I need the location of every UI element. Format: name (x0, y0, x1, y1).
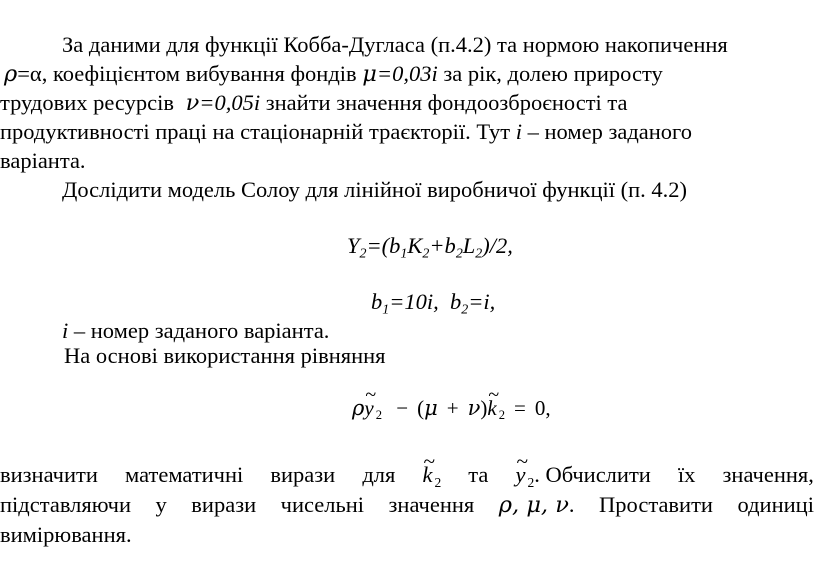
text: На основі використання рівняння (64, 343, 386, 368)
text: знайти значення фондоозброєності та (265, 90, 628, 115)
mu-symbol: μ (362, 61, 377, 87)
k-tilde-2: ~ k $_2$ (422, 464, 441, 489)
parameters-rho-mu-nu: ρ, μ, ν (498, 492, 569, 518)
equation-intro (64, 345, 386, 368)
coefficients-formula: $b_1=10i$, $b_2=i$, (371, 289, 496, 318)
text: варіанта. (0, 148, 86, 173)
variant-note (62, 320, 329, 343)
paragraph-1-line-3 (0, 92, 628, 115)
y-tilde-2: ~ y $_2$. Обчислити (516, 464, 651, 489)
rho-symbol: ρ (352, 396, 365, 420)
steady-state-equation: ρ~ y $_2$ − (μ + ν)~ k $_2$ = 0, (352, 398, 551, 422)
paragraph-1-line-4 (0, 121, 692, 144)
paragraph-3-line-3 (0, 524, 132, 547)
paragraph-1-line-5 (0, 150, 86, 173)
production-function-formula: $Y_2=(b_1K_2+b_2L_2)/2$, (347, 233, 513, 262)
k-tilde: ~ k (487, 398, 496, 419)
paragraph-1-line-2 (0, 63, 663, 86)
variable-i: i (515, 119, 522, 144)
text: – номер заданого (527, 119, 692, 144)
text: продуктивності праці на стаціонарній траєкторії. Тут (0, 119, 511, 144)
mu-value: =0,03i (376, 61, 438, 86)
text: – номер заданого варіанта. (73, 318, 330, 343)
nu-symbol: ν (185, 90, 200, 116)
paragraph-3-line-2: підставляючи у вирази чисельні значення ρ, μ, ν. Проставити одиниці (0, 492, 814, 518)
text: за рік, долею приросту (443, 61, 663, 86)
variable-i: i (62, 318, 69, 343)
minus-sign: − (396, 396, 409, 420)
rho-symbol: ρ (4, 61, 18, 87)
text: вимірювання. (0, 522, 132, 547)
paragraph-2-line-1 (62, 179, 687, 202)
text: Дослідити модель Солоу для лінійної виробничої функції (п. 4.2) (62, 177, 688, 202)
text: =α, коефіцієнтом вибування фондів (17, 61, 357, 86)
y-tilde: ~ y (364, 398, 373, 419)
paragraph-3-line-1: визначити математичні вирази для ~ k $_2$ та ~ y $_2$. Обчислити їх значення, (0, 464, 814, 489)
text: трудових ресурсів (0, 90, 174, 115)
nu-value: =0,05i (199, 90, 261, 115)
text: За даними для функції Кобба-Дугласа (п.4.2) та нормою накопичення (62, 32, 728, 57)
paragraph-1-line-1 (62, 34, 728, 57)
